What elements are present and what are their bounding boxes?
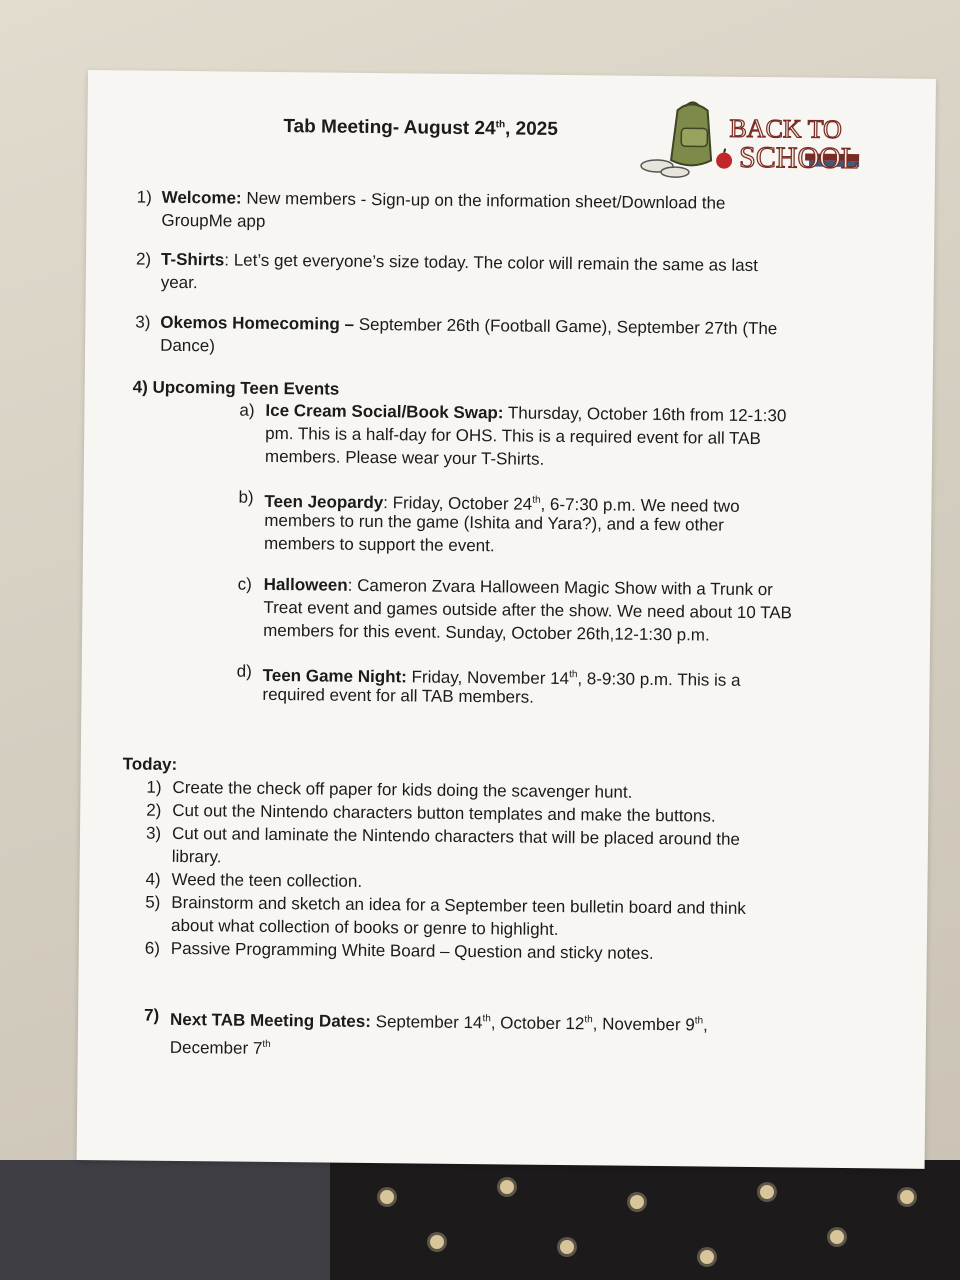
today-item	[146, 776, 633, 802]
flower-pattern	[900, 1190, 914, 1204]
page-title	[283, 116, 558, 141]
flower-pattern	[700, 1250, 714, 1264]
flower-pattern	[760, 1185, 774, 1199]
item-text: Create the check off paper for kids doing the scavenger hunt.	[172, 777, 633, 802]
item-number: 1)	[146, 777, 162, 797]
title-year: , 2025	[504, 118, 558, 140]
event-label: Ice Cream Social/Book Swap:	[265, 400, 504, 423]
item-text-continued: library.	[171, 846, 222, 867]
date-superscript: th	[482, 1013, 491, 1025]
date-superscript: th	[694, 1015, 704, 1027]
meeting-date: , October 12	[490, 1013, 585, 1034]
item-label: Next TAB Meeting Dates:	[169, 1009, 372, 1032]
flower-pattern	[630, 1195, 644, 1209]
agenda-paper	[77, 70, 936, 1169]
event-text: pm. This is a half-day for OHS. This is a required event for all TAB	[265, 423, 762, 449]
item-number: 3)	[135, 312, 151, 332]
event-label: Halloween	[263, 574, 348, 595]
event-letter: b)	[238, 487, 254, 507]
event-letter: c)	[237, 574, 252, 594]
event-text: Treat event and games outside after the show. We need about 10 TAB	[263, 597, 793, 623]
event-label: Teen Game Night:	[262, 665, 407, 687]
meeting-date: December 7	[169, 1037, 263, 1058]
today-item	[145, 891, 746, 939]
item-number: 5)	[145, 892, 161, 912]
date-superscript: th	[569, 669, 578, 681]
today-item	[145, 822, 741, 867]
item-text-continued: year.	[160, 272, 198, 293]
item-text: Cut out the Nintendo characters button templates and make the buttons.	[172, 800, 716, 826]
flower-pattern	[430, 1235, 444, 1249]
title-superscript: th	[495, 119, 506, 131]
logo-text-school: SCHOOL	[738, 140, 860, 176]
event-letter: a)	[239, 400, 255, 420]
item-text: September 26th (Football Game), September 27th (The	[353, 314, 778, 339]
item-label: Okemos Homecoming –	[160, 312, 355, 334]
flower-pattern	[500, 1180, 514, 1194]
event-text: , 6-7:30 p.m. We need two	[540, 494, 740, 516]
item-text: Brainstorm and sketch an idea for a September teen bulletin board and think	[171, 892, 746, 918]
item-label: T-Shirts	[160, 249, 225, 270]
today-item	[145, 868, 363, 891]
item-text-continued: Dance)	[160, 335, 216, 356]
item-text-continued: GroupMe app	[161, 210, 266, 231]
flower-pattern	[830, 1230, 844, 1244]
flower-pattern	[380, 1190, 394, 1204]
event-text: members to support the event.	[263, 533, 495, 556]
event-text: required event for all TAB members.	[262, 684, 535, 707]
today-heading: Today:	[122, 754, 178, 774]
item-text: : Let’s get everyone’s size today. The color will remain the same as last	[224, 250, 758, 276]
item-number: 3)	[145, 823, 162, 843]
logo-text-back-to: BACK TO	[729, 113, 843, 144]
event-text: members for this event. Sunday, October 26th,12-1:30 p.m.	[263, 620, 710, 645]
item-text: Passive Programming White Board – Question and sticky notes.	[170, 938, 654, 963]
title-text: Tab Meeting- August 24	[283, 116, 496, 140]
fabric-background	[0, 1160, 960, 1280]
event-text: : Cameron Zvara Halloween Magic Show with a Trunk or	[347, 575, 773, 600]
flower-pattern	[560, 1240, 574, 1254]
today-item	[144, 937, 654, 963]
dark-fabric-strip	[0, 1160, 330, 1280]
event-text: Friday, November 14	[406, 667, 570, 689]
item-number: 4)	[132, 377, 148, 397]
meeting-date: , November 9	[592, 1014, 695, 1035]
item-text-continued: about what collection of books or genre to highlight.	[170, 915, 559, 939]
item-number: 7)	[144, 1005, 160, 1025]
date-superscript: th	[584, 1014, 593, 1026]
item-label: Upcoming Teen Events	[152, 377, 340, 399]
back-to-school-logo	[637, 98, 868, 188]
event-text: members to run the game (Ishita and Yara?), and a few other	[264, 510, 724, 535]
item-number: 2)	[135, 249, 152, 269]
item-label: Welcome:	[161, 187, 242, 208]
item-text: New members - Sign-up on the information sheet/Download the	[241, 188, 726, 213]
event-text: members. Please wear your T-Shirts.	[264, 446, 545, 469]
item-number: 4)	[145, 869, 161, 889]
event-label: Teen Jeopardy	[264, 491, 384, 513]
date-superscript: th	[532, 494, 541, 506]
item-number: 2)	[146, 800, 162, 820]
item-number: 1)	[136, 187, 152, 207]
meeting-date: ,	[702, 1015, 708, 1035]
meeting-date: September 14	[370, 1012, 483, 1033]
item-text: Cut out and laminate the Nintendo characters that will be placed around the	[171, 823, 741, 849]
event-text: : Friday, October 24	[383, 493, 533, 514]
today-item	[146, 799, 716, 826]
item-text: Weed the teen collection.	[171, 869, 363, 891]
date-superscript: th	[262, 1038, 271, 1050]
event-text: Thursday, October 16th from 12-1:30	[503, 403, 787, 426]
event-letter: d)	[236, 661, 252, 681]
item-number: 6)	[144, 938, 161, 958]
event-text: , 8-9:30 p.m. This is a	[577, 669, 741, 690]
